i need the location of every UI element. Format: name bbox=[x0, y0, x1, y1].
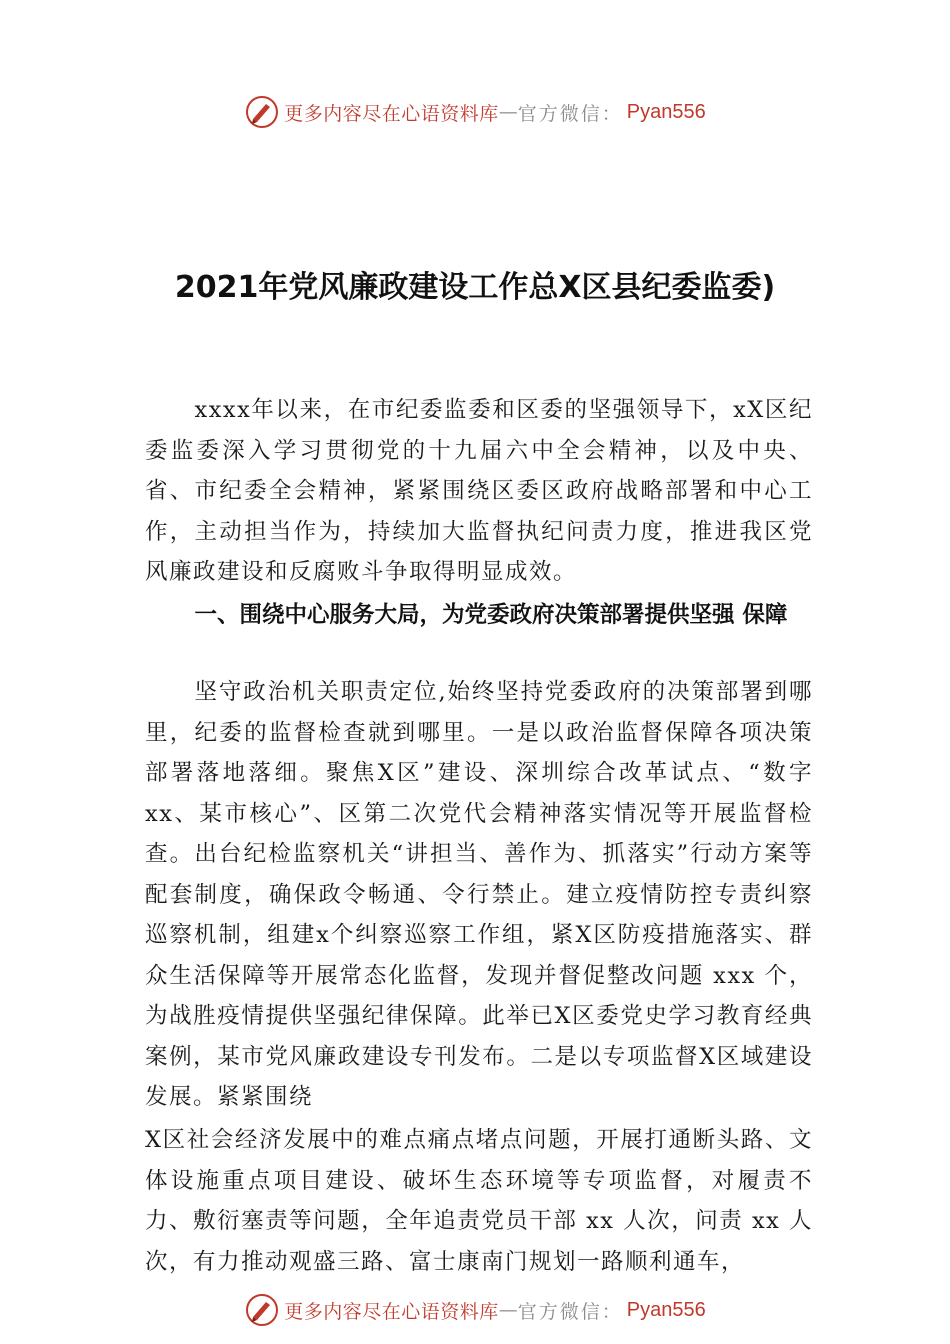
section-heading-1: 一、围绕中心服务大局，为党委政府决策部署提供坚强 保障 bbox=[194, 602, 788, 628]
banner-wechat-id: Pyan556 bbox=[626, 1298, 706, 1321]
pen-circle-logo-icon bbox=[244, 1292, 280, 1328]
section-1-paragraph-continued: X区社会经济发展中的难点痛点堵点问题，开展打通断头路、文体设施重点项目建设、破坏生态环境等专项监督，对履责不力、敷衍塞责等问题，全年追责党员干部 xx 人次，问责 xx 人次，有力推动观盛三路、富士康南门规划一路顺利通车， bbox=[145, 1127, 813, 1275]
banner-separator: — bbox=[498, 1299, 518, 1321]
section-1-paragraph: 坚守政治机关职责定位,始终坚持党委政府的决策部署到哪里，纪委的监督检查就到哪里。一是以政治监督保障各项决策部署落地落细。聚焦X区”建设、深圳综合改革试点、“数字xx、某市核心”、区第二次党代会精神落实情况等开展监督检查。出台纪检监察机关“讲担当、善作为、抓落实”行动方案等配套制度，确保政令畅通、令行禁止。建立疫情防控专责纠察巡察机制，组建x个纠察巡察工作组，紧X区防疫措施落实、群众生活保障等开展常态化监督，发现并督促整改问题 xxx 个，为战胜疫情提供坚强纪律保障。此举已X区委党史学习教育经典案例，某市党风廉政建设专刊发布。二是以专项监督X区域建设发展。紧紧围绕 bbox=[145, 679, 813, 1110]
footer-banner bbox=[0, 1290, 950, 1330]
banner-wechat-label: 官方微信： bbox=[517, 1300, 623, 1323]
banner-separator: — bbox=[498, 101, 518, 123]
banner-wechat-label: 官方微信： bbox=[517, 102, 623, 125]
header-banner bbox=[0, 92, 950, 132]
intro-paragraph: xxxx年以来，在市纪委监委和区委的坚强领导下，xX区纪委监委深入学习贯彻党的十九届六中全会精神，以及中央、省、市纪委全会精神，紧紧围绕区委区政府战略部署和中心工作，主动担当作为，持续加大监督执纪问责力度，推进我区党风廉政建设和反腐败斗争取得明显成效。 bbox=[145, 397, 813, 585]
banner-text: 更多内容尽在心语资料库 bbox=[284, 102, 499, 125]
banner-wechat-id: Pyan556 bbox=[626, 100, 706, 123]
document-title: 2021年党风廉政建设工作总X区县纪委监委) bbox=[174, 270, 776, 305]
banner-text: 更多内容尽在心语资料库 bbox=[284, 1300, 499, 1323]
pen-circle-logo-icon bbox=[244, 94, 280, 130]
